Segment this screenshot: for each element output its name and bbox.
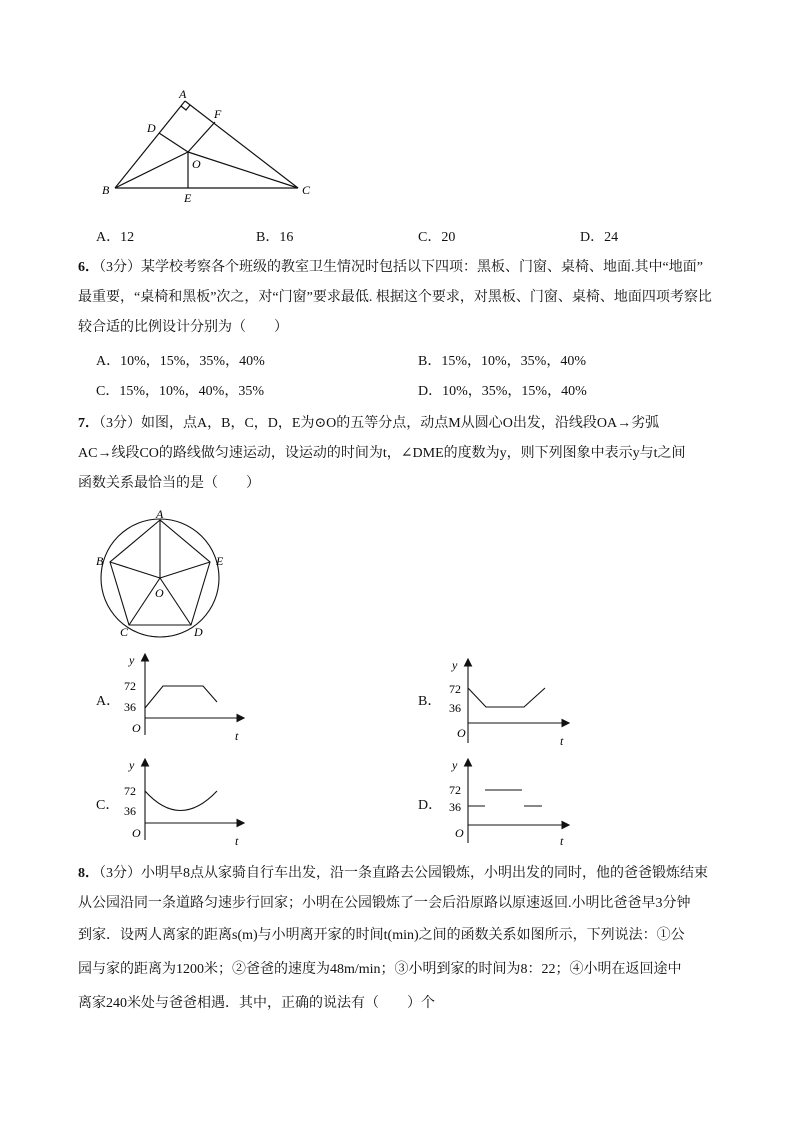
label-o: O — [192, 157, 201, 171]
graph-b-t: t — [560, 734, 564, 748]
q6-question-line3: 较合适的比例设计分别为（ ） — [78, 320, 288, 335]
segment-ba — [115, 101, 185, 188]
label-b: B — [102, 183, 110, 197]
segment-oe — [160, 562, 210, 578]
graph-c-t: t — [235, 834, 239, 848]
q5-option-b[interactable]: B．16 — [256, 230, 294, 245]
q6-number: 6． — [78, 260, 99, 275]
label-e: E — [184, 191, 192, 205]
q5-option-a[interactable]: A．12 — [96, 230, 135, 245]
q6-option-d[interactable]: D．10%，35%，15%，40% — [418, 384, 587, 399]
q7-question-line1 — [78, 414, 659, 434]
q7-option-d-label[interactable]: D． — [418, 798, 443, 813]
right-angle-mark — [181, 105, 190, 110]
label-c: C — [302, 183, 311, 197]
q5-option-d[interactable]: D．24 — [580, 230, 619, 245]
label-d: D — [147, 121, 156, 135]
segment-of — [188, 122, 215, 152]
graph-a-o: O — [132, 721, 141, 735]
q8-question-line4: 园与家的距离为1200米；②爸爸的速度为48m/min；③小明到家的时间为8：22；④小明在返回途中 — [78, 962, 682, 977]
q8-question-line2: 从公园沿同一条道路匀速步行回家；小明在公园锻炼了一会后沿原路以原速返回.小明比爸爸早3分钟 — [78, 896, 691, 911]
graph-a-36: 36 — [124, 700, 136, 714]
q7-graph-d[interactable] — [440, 755, 580, 850]
graph-b-72: 72 — [449, 682, 461, 696]
graph-b-curve — [468, 688, 545, 707]
graph-b-o: O — [457, 726, 466, 740]
q7-graph-b[interactable] — [440, 655, 580, 750]
q7-graph-a[interactable] — [115, 650, 255, 745]
q6-text: 某学校考察各个班级的教室卫生情况时包括以下四项：黑板、门窗、桌椅、地面.其中“地面” — [141, 260, 703, 275]
graph-d-36: 36 — [449, 800, 461, 814]
graph-a-72: 72 — [124, 679, 136, 693]
graph-c-y: y — [129, 758, 135, 772]
pentagon-label-c: C — [120, 625, 129, 639]
q7-question-line2: AC→线段CO的路线做匀速运动，设运动的时间为t，∠DME的度数为y，则下列图象中表示y与t之间 — [78, 446, 686, 461]
segment-od — [159, 133, 188, 152]
graph-b-36: 36 — [449, 701, 461, 715]
pentagon-label-a: A — [156, 510, 164, 521]
q8-question-line1 — [78, 864, 708, 884]
q8-question-line5: 离家240米处与爸爸相遇．其中，正确的说法有（ ）个 — [78, 996, 435, 1011]
q6-score: （3分） — [99, 260, 141, 275]
graph-d-72: 72 — [449, 783, 461, 797]
graph-c-72: 72 — [124, 784, 136, 798]
graph-c-36: 36 — [124, 804, 136, 818]
graph-a-curve — [145, 686, 217, 708]
graph-c-o: O — [132, 826, 141, 840]
pentagon-label-o: O — [155, 586, 164, 600]
q6-option-c[interactable]: C．15%，10%，40%，35% — [96, 384, 264, 399]
segment-bo — [115, 152, 188, 188]
graph-d-o: O — [455, 826, 464, 840]
pentagon-circle-figure — [90, 510, 240, 640]
pentagon-label-b: B — [96, 554, 104, 568]
q8-number: 8． — [78, 866, 99, 881]
label-a: A — [179, 88, 187, 101]
triangle-figure — [90, 88, 330, 208]
graph-d-t: t — [560, 834, 564, 848]
q6-question-line1 — [78, 258, 703, 278]
label-f: F — [214, 107, 222, 121]
graph-a-t: t — [235, 729, 239, 743]
segment-od — [160, 578, 191, 625]
graph-a-y: y — [129, 653, 135, 667]
segment-oc — [188, 152, 298, 188]
segment-ac — [185, 101, 298, 188]
graph-c-curve — [145, 791, 217, 811]
q5-option-c[interactable]: C．20 — [418, 230, 456, 245]
q7-text: 如图，点A，B，C，D，E为⊙O的五等分点，动点M从圆心O出发，沿线段OA→劣弧 — [141, 416, 660, 431]
q6-option-a[interactable]: A．10%，15%，35%，40% — [96, 354, 265, 369]
graph-b-y: y — [452, 658, 458, 672]
q8-score: （3分） — [99, 866, 141, 881]
q7-option-b-label[interactable]: B． — [418, 694, 442, 709]
q7-graph-c[interactable] — [115, 755, 255, 850]
q7-question-line3: 函数关系最恰当的是（ ） — [78, 476, 260, 491]
pentagon-label-d: D — [194, 625, 203, 639]
segment-ob — [110, 562, 160, 578]
graph-d-y: y — [452, 758, 458, 772]
q7-number: 7． — [78, 416, 99, 431]
q7-option-a-label[interactable]: A． — [96, 694, 121, 709]
pentagon-label-e: E — [216, 554, 224, 568]
q8-question-line3: 到家．设两人离家的距离s(m)与小明离开家的时间t(min)之间的函数关系如图所示，下列说法：①公 — [78, 928, 685, 943]
q7-option-c-label[interactable]: C． — [96, 798, 120, 813]
q6-question-line2: 最重要，“桌椅和黑板”次之，对“门窗”要求最低. 根据这个要求，对黑板、门窗、桌椅、地面四项考察比 — [78, 290, 712, 305]
q8-text: 小明早8点从家骑自行车出发，沿一条直路去公园锻炼，小明出发的同时，他的爸爸锻炼结束 — [141, 866, 708, 881]
q6-option-b[interactable]: B．15%，10%，35%，40% — [418, 354, 586, 369]
q7-score: （3分） — [99, 416, 141, 431]
